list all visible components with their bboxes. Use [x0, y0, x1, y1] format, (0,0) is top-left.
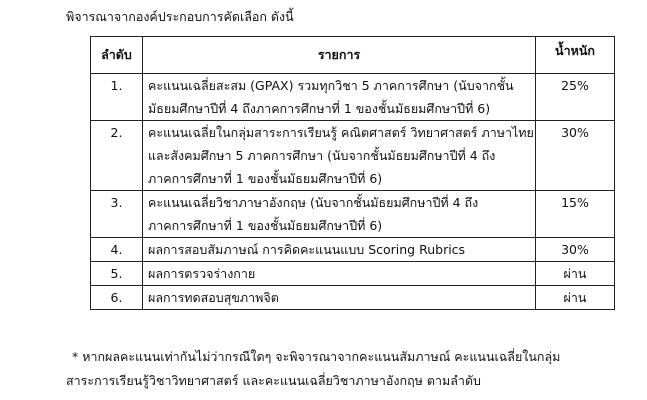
table-header-row [91, 37, 615, 74]
row-order: 1. [91, 74, 143, 121]
row-item-line: ผลการทดสอบสุขภาพจิต [148, 290, 279, 305]
table-row [91, 121, 615, 191]
row-item [143, 262, 536, 286]
row-item [143, 286, 536, 310]
row-item-line: ภาคการศึกษาที่ 1 ของชั้นมัธยมศึกษาปีที่ 6) [148, 171, 383, 186]
row-item-line: ผลการตรวจร่างกาย [148, 266, 256, 281]
table-row [91, 74, 615, 121]
table-row [91, 262, 615, 286]
row-weight: 25% [536, 74, 615, 121]
row-order: 5. [91, 262, 143, 286]
row-item-line: คะแนนเฉลี่ยวิชาภาษาอังกฤษ (นับจากชั้นมัธยมศึกษาปีที่ 4 ถึง [148, 195, 479, 210]
header-weight: น้ำหนัก [536, 37, 615, 74]
footnote-line-1: * หากผลคะแนนเท่ากันไม่ว่ากรณีใดๆ จะพิจารณาจากคะแนนสัมภาษณ์ คะแนนเฉลี่ยในกลุ่ม [72, 349, 561, 364]
row-item [143, 121, 536, 191]
row-weight: ผ่าน [536, 286, 615, 310]
row-item-line: และสังคมศึกษา 5 ภาคการศึกษา (นับจากชั้นมัธยมศึกษาปีที่ 4 ถึง [148, 148, 496, 163]
row-weight: 30% [536, 121, 615, 191]
header-order: ลำดับ [91, 37, 143, 74]
row-item-line: คะแนนเฉลี่ยในกลุ่มสาระการเรียนรู้ คณิตศาสตร์ วิทยาศาสตร์ ภาษาไทย [148, 125, 534, 140]
row-weight: 15% [536, 191, 615, 238]
header-item: รายการ [143, 37, 536, 74]
row-item [143, 238, 536, 262]
row-order: 2. [91, 121, 143, 191]
selection-criteria-table [90, 36, 615, 310]
table-row [91, 191, 615, 238]
intro-text: พิจารณาจากองค์ประกอบการคัดเลือก ดังนี้ [66, 9, 294, 24]
row-order: 4. [91, 238, 143, 262]
table-row [91, 238, 615, 262]
table-body [91, 74, 615, 310]
row-item-line: ภาคการศึกษาที่ 1 ของชั้นมัธยมศึกษาปีที่ 6) [148, 218, 383, 233]
row-item [143, 191, 536, 238]
footnote [66, 345, 561, 393]
row-order: 6. [91, 286, 143, 310]
row-item-line: คะแนนเฉลี่ยสะสม (GPAX) รวมทุกวิชา 5 ภาคการศึกษา (นับจากชั้น [148, 78, 514, 93]
footnote-line-2: สาระการเรียนรู้วิชาวิทยาศาสตร์ และคะแนนเฉลี่ยวิชาภาษาอังกฤษ ตามลำดับ [66, 373, 481, 388]
row-item-line: มัธยมศึกษาปีที่ 4 ถึงภาคการศึกษาที่ 1 ของชั้นมัธยมศึกษาปีที่ 6) [148, 101, 491, 116]
row-item [143, 74, 536, 121]
row-item-line: ผลการสอบสัมภาษณ์ การคิดคะแนนแบบ Scoring Rubrics [148, 242, 466, 257]
row-weight: 30% [536, 238, 615, 262]
row-order: 3. [91, 191, 143, 238]
row-weight: ผ่าน [536, 262, 615, 286]
table-row [91, 286, 615, 310]
